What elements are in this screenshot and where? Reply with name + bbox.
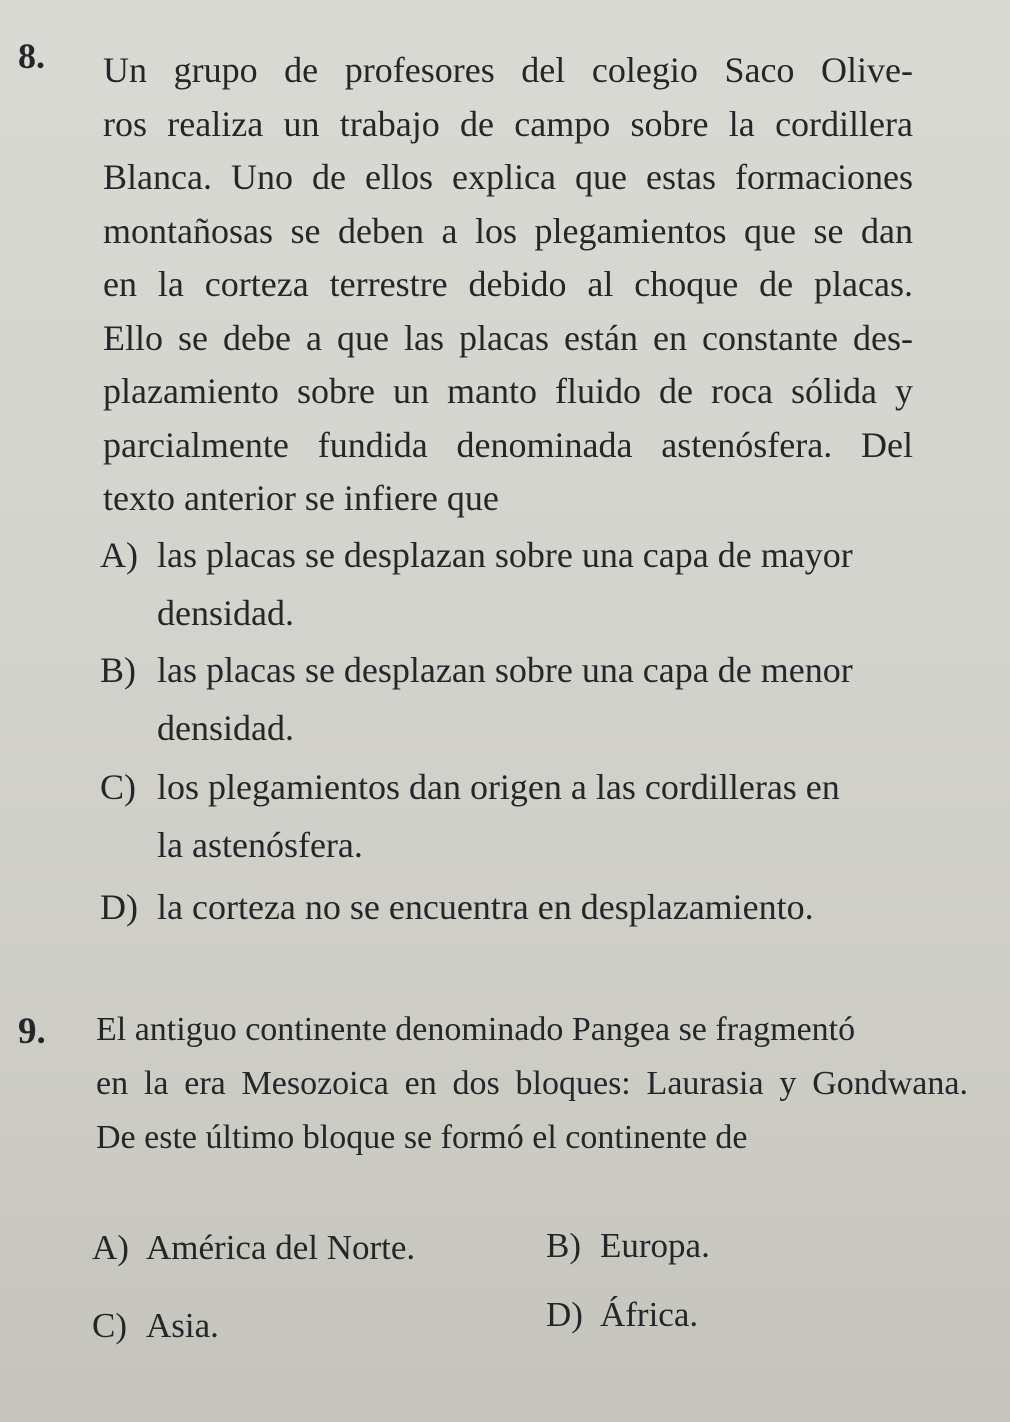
stem-line: texto anterior se infiere que	[103, 478, 499, 518]
option-letter: A)	[92, 1228, 129, 1267]
stem-line: plazamiento sobre un manto fluido de roca sólida y	[103, 371, 913, 411]
option-text: Europa.	[600, 1226, 710, 1265]
option-text: la corteza no se encuentra en desplazamiento.	[157, 887, 814, 927]
option-text: las placas se desplazan sobre una capa de mayor	[157, 535, 853, 575]
question-9-option-a[interactable]	[92, 1228, 415, 1268]
question-9-stem	[96, 1003, 968, 1165]
option-text-cont: densidad.	[157, 593, 294, 633]
option-text: África.	[600, 1295, 699, 1334]
option-text-cont: la astenósfera.	[157, 825, 363, 865]
option-letter: C)	[92, 1306, 127, 1345]
option-text: América del Norte.	[146, 1228, 416, 1267]
stem-line: De este último bloque se formó el continente de	[96, 1119, 748, 1156]
option-text: las placas se desplazan sobre una capa de menor	[157, 650, 853, 690]
question-9-option-d[interactable]	[546, 1295, 698, 1335]
stem-line: montañosas se deben a los plegamientos que se dan	[103, 210, 913, 251]
stem-line: El antiguo continente denominado Pangea se fragmentó	[96, 1011, 856, 1048]
option-text: Asia.	[146, 1306, 219, 1345]
option-text-cont: densidad.	[157, 708, 294, 748]
option-letter: D)	[100, 887, 138, 927]
option-letter: B)	[546, 1226, 581, 1265]
stem-line: parcialmente fundida denominada astenósfera. Del	[103, 424, 913, 465]
question-8-option-b[interactable]	[100, 641, 853, 757]
option-letter: A)	[100, 535, 138, 575]
question-8-stem	[103, 44, 913, 526]
stem-line: en la corteza terrestre debido al choque de placas.	[103, 264, 913, 304]
stem-line: en la era Mesozoica en dos bloques: Laurasia y Gondwana.	[96, 1065, 968, 1102]
option-text: los plegamientos dan origen a las cordilleras en	[157, 767, 840, 807]
option-letter: B)	[100, 650, 136, 690]
question-8-option-c[interactable]	[100, 758, 840, 874]
stem-line: Un grupo de profesores del colegio Saco Olive-	[103, 50, 913, 90]
stem-line: Ello se debe a que las placas están en constante des-	[103, 317, 913, 358]
question-9-option-c[interactable]	[92, 1306, 219, 1346]
stem-line: Blanca. Uno de ellos explica que estas formaciones	[103, 157, 913, 197]
option-letter: D)	[546, 1295, 583, 1334]
stem-line: ros realiza un trabajo de campo sobre la cordillera	[103, 103, 913, 144]
option-letter: C)	[100, 767, 136, 807]
question-8-option-a[interactable]	[100, 526, 853, 642]
question-9-number: 9.	[18, 1011, 46, 1052]
question-9-option-b[interactable]	[546, 1226, 710, 1266]
question-8-number: 8.	[18, 36, 45, 76]
question-8-option-d[interactable]	[100, 878, 814, 936]
